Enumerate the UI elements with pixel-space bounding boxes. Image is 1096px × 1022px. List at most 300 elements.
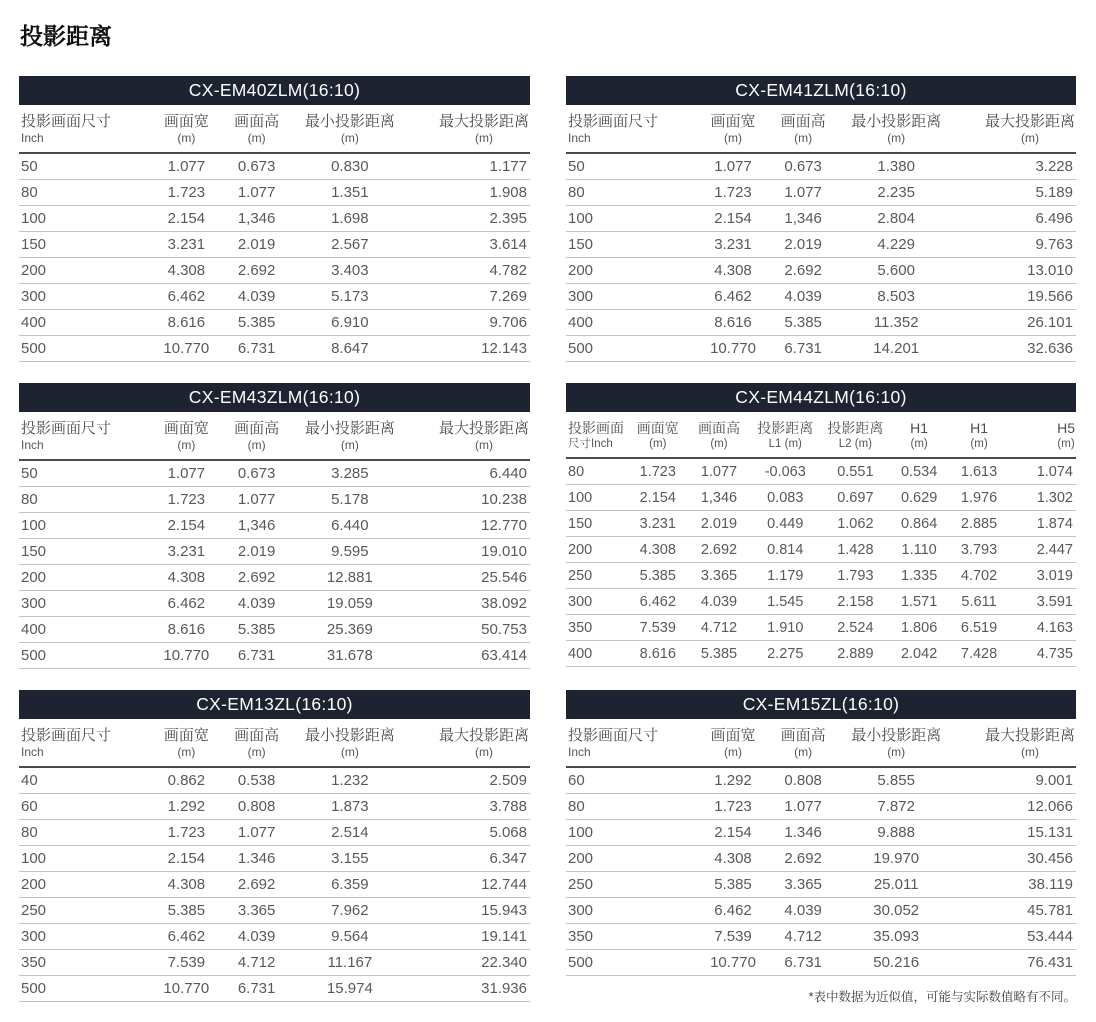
- table-cell: 2.019: [688, 511, 749, 537]
- table-cell: 10.770: [149, 976, 223, 1002]
- table-cell: 6.462: [696, 284, 770, 310]
- table-cell: 1.110: [890, 537, 949, 563]
- table-cell: 300: [566, 898, 696, 924]
- table-cell: 1.179: [750, 563, 821, 589]
- table-cell: 4.712: [688, 615, 749, 641]
- table-cell: 9.888: [836, 820, 956, 846]
- table-cell: 6.731: [223, 643, 289, 669]
- table-cell: 1.077: [688, 458, 749, 485]
- table-row: [19, 513, 530, 539]
- table-cell: 0.083: [750, 485, 821, 511]
- table-cell: 4.735: [1010, 641, 1076, 667]
- table-cell: 53.444: [956, 924, 1076, 950]
- table-cell: 40: [19, 767, 149, 794]
- table-cell: 6.347: [410, 846, 530, 872]
- table-cell: 1.723: [149, 487, 223, 513]
- table-cell: 50.216: [836, 950, 956, 976]
- table-cell: 5.068: [410, 820, 530, 846]
- table-row: [566, 767, 1076, 794]
- table-cell: 2.524: [821, 615, 890, 641]
- table-cell: 0.808: [770, 767, 836, 794]
- page-title: 投影距离: [20, 23, 112, 49]
- column-header: 最大投影距离 (m): [410, 719, 530, 767]
- table-cell: 1.292: [696, 767, 770, 794]
- column-header: 画面宽 (m): [696, 719, 770, 767]
- table-row: [566, 872, 1076, 898]
- table-cell: 0.814: [750, 537, 821, 563]
- table-cell: 2.395: [410, 206, 530, 232]
- table-cell: 80: [566, 794, 696, 820]
- table-cell: 300: [566, 284, 696, 310]
- table-row: [19, 487, 530, 513]
- table-cell: 1.074: [1010, 458, 1076, 485]
- table-title: CX-EM15ZL(16:10): [566, 690, 1076, 719]
- table-cell: 2.692: [223, 565, 289, 591]
- table-cell: 4.229: [836, 232, 956, 258]
- table-title: CX-EM43ZLM(16:10): [19, 383, 530, 412]
- table-row: [19, 180, 530, 206]
- table-cell: 100: [19, 513, 149, 539]
- table-cell: 4.782: [410, 258, 530, 284]
- table-cell: 1.910: [750, 615, 821, 641]
- table-cell: 1.874: [1010, 511, 1076, 537]
- table-cell: 4.712: [770, 924, 836, 950]
- table-cell: 12.770: [410, 513, 530, 539]
- table-cell: 6.731: [223, 976, 289, 1002]
- column-header: 画面高 (m): [688, 412, 749, 458]
- table-row: [566, 563, 1076, 589]
- column-header: 投影距离 L1 (m): [750, 412, 821, 458]
- table-cell: 2.692: [770, 258, 836, 284]
- table-cell: 2.885: [948, 511, 1009, 537]
- column-header: 画面宽 (m): [627, 412, 688, 458]
- table-row: [566, 641, 1076, 667]
- table-cell: 2.154: [696, 820, 770, 846]
- table-cell: 2.514: [290, 820, 410, 846]
- column-header: 最小投影距离 (m): [290, 412, 410, 460]
- table-cell: 25.011: [836, 872, 956, 898]
- table-cell: 9.001: [956, 767, 1076, 794]
- table-cell: 300: [19, 284, 149, 310]
- projection-distance-table: [19, 412, 530, 669]
- table-cell: 400: [566, 641, 627, 667]
- table-cell: 8.647: [290, 336, 410, 362]
- table-cell: 1.292: [149, 794, 223, 820]
- table-cell: 5.855: [836, 767, 956, 794]
- table-cell: 2.042: [890, 641, 949, 667]
- table-cell: 2.692: [688, 537, 749, 563]
- footnote: *表中数据为近似值，可能与实际数值略有不同。: [808, 990, 1076, 1004]
- table-cell: 1.723: [627, 458, 688, 485]
- table-cell: 4.039: [770, 898, 836, 924]
- table-cell: 1.723: [149, 820, 223, 846]
- table-cell: 6.462: [149, 591, 223, 617]
- table-cell: 12.066: [956, 794, 1076, 820]
- table-cell: 1.723: [149, 180, 223, 206]
- projection-distance-table: [566, 105, 1076, 362]
- table-row: [566, 846, 1076, 872]
- table-row: [566, 898, 1076, 924]
- table-cell: 2.692: [770, 846, 836, 872]
- table-cell: 38.119: [956, 872, 1076, 898]
- projection-distance-table: [19, 105, 530, 362]
- table-cell: 1.698: [290, 206, 410, 232]
- table-row: [19, 565, 530, 591]
- table-cell: 2.235: [836, 180, 956, 206]
- table-row: [19, 284, 530, 310]
- table-cell: 2.154: [627, 485, 688, 511]
- table-title: CX-EM44ZLM(16:10): [566, 383, 1076, 412]
- table-cell: 1.613: [948, 458, 1009, 485]
- table-cell: 5.385: [696, 872, 770, 898]
- table-row: [566, 615, 1076, 641]
- table-cell: 300: [566, 589, 627, 615]
- table-cx-em15zl: [566, 690, 1076, 976]
- column-header: 投影画面尺寸 Inch: [19, 105, 149, 153]
- table-row: [19, 310, 530, 336]
- column-header: 画面高 (m): [770, 105, 836, 153]
- table-cell: 80: [566, 180, 696, 206]
- table-row: [566, 310, 1076, 336]
- table-cell: 9.706: [410, 310, 530, 336]
- table-cell: 3.365: [223, 898, 289, 924]
- table-cell: 2.154: [149, 846, 223, 872]
- table-cell: 200: [566, 846, 696, 872]
- table-cell: 0.864: [890, 511, 949, 537]
- table-cell: 350: [566, 615, 627, 641]
- table-cell: 30.052: [836, 898, 956, 924]
- table-row: [19, 924, 530, 950]
- table-cell: 1,346: [223, 206, 289, 232]
- table-cell: 1.077: [696, 153, 770, 180]
- table-cell: 10.770: [696, 336, 770, 362]
- table-cell: 60: [566, 767, 696, 794]
- table-cell: 5.385: [223, 617, 289, 643]
- table-cell: 1.908: [410, 180, 530, 206]
- table-cell: 5.178: [290, 487, 410, 513]
- table-cell: 6.731: [770, 336, 836, 362]
- table-cell: 2.275: [750, 641, 821, 667]
- table-cx-em43zlm: [19, 383, 530, 669]
- table-row: [19, 846, 530, 872]
- table-cell: 4.039: [223, 591, 289, 617]
- table-cell: 1.077: [770, 180, 836, 206]
- table-cell: 26.101: [956, 310, 1076, 336]
- table-row: [19, 976, 530, 1002]
- column-header: 最小投影距离 (m): [836, 105, 956, 153]
- table-cell: 0.538: [223, 767, 289, 794]
- table-cell: 35.093: [836, 924, 956, 950]
- table-cell: 200: [19, 565, 149, 591]
- table-cell: 3.591: [1010, 589, 1076, 615]
- table-cell: 3.365: [688, 563, 749, 589]
- tables-grid: [19, 76, 1076, 1005]
- table-cell: 300: [19, 591, 149, 617]
- table-row: [566, 820, 1076, 846]
- table-cell: 5.385: [770, 310, 836, 336]
- table-cell: 100: [566, 485, 627, 511]
- table-cell: 1.232: [290, 767, 410, 794]
- table-cell: 6.462: [149, 284, 223, 310]
- table-row: [566, 589, 1076, 615]
- table-cell: 45.781: [956, 898, 1076, 924]
- column-header: 最小投影距离 (m): [290, 719, 410, 767]
- table-cell: 4.702: [948, 563, 1009, 589]
- table-cell: 1.346: [223, 846, 289, 872]
- table-cell: 2.509: [410, 767, 530, 794]
- table-cell: 0.534: [890, 458, 949, 485]
- table-row: [566, 511, 1076, 537]
- table-cell: 2.154: [696, 206, 770, 232]
- column-header: H1 (m): [890, 412, 949, 458]
- column-header: 最大投影距离 (m): [410, 412, 530, 460]
- column-header: 最小投影距离 (m): [836, 719, 956, 767]
- header-row: [19, 105, 530, 153]
- table-cell: 1.723: [696, 794, 770, 820]
- column-header: 画面高 (m): [770, 719, 836, 767]
- table-cell: 50.753: [410, 617, 530, 643]
- table-cell: 11.167: [290, 950, 410, 976]
- table-cell: 6.440: [410, 460, 530, 487]
- table-row: [566, 950, 1076, 976]
- table-cell: 200: [19, 258, 149, 284]
- table-cell: 8.616: [696, 310, 770, 336]
- table-row: [19, 460, 530, 487]
- table-row: [19, 872, 530, 898]
- table-cell: 2.019: [223, 232, 289, 258]
- table-cell: 0.551: [821, 458, 890, 485]
- table-cell: 50: [19, 460, 149, 487]
- table-cell: 1.346: [770, 820, 836, 846]
- table-cell: 5.385: [627, 563, 688, 589]
- table-cell: 0.673: [223, 153, 289, 180]
- table-row: [566, 232, 1076, 258]
- table-cell: 12.744: [410, 872, 530, 898]
- table-cell: 10.238: [410, 487, 530, 513]
- table-cell: 250: [566, 563, 627, 589]
- table-cell: 4.308: [149, 258, 223, 284]
- column-header: 画面高 (m): [223, 719, 289, 767]
- table-row: [19, 232, 530, 258]
- column-header: 画面宽 (m): [149, 412, 223, 460]
- table-row: [19, 258, 530, 284]
- table-cell: 5.385: [223, 310, 289, 336]
- table-row: [19, 617, 530, 643]
- table-cell: 2.447: [1010, 537, 1076, 563]
- table-row: [566, 153, 1076, 180]
- table-cell: 30.456: [956, 846, 1076, 872]
- table-cell: 15.131: [956, 820, 1076, 846]
- table-cell: 7.962: [290, 898, 410, 924]
- table-cell: 0.808: [223, 794, 289, 820]
- table-cell: 1,346: [223, 513, 289, 539]
- table-cell: 50: [566, 153, 696, 180]
- table-cell: 1.351: [290, 180, 410, 206]
- table-cell: 4.039: [688, 589, 749, 615]
- table-cell: 10.770: [149, 643, 223, 669]
- table-cell: 3.231: [149, 232, 223, 258]
- table-row: [19, 539, 530, 565]
- table-cell: -0.063: [750, 458, 821, 485]
- table-cell: 0.673: [770, 153, 836, 180]
- table-cell: 5.189: [956, 180, 1076, 206]
- table-cell: 63.414: [410, 643, 530, 669]
- table-cell: 1.335: [890, 563, 949, 589]
- table-cell: 500: [19, 336, 149, 362]
- table-cell: 9.564: [290, 924, 410, 950]
- table-cell: 100: [566, 206, 696, 232]
- table-cell: 15.974: [290, 976, 410, 1002]
- table-cell: 32.636: [956, 336, 1076, 362]
- column-header: 投影距离 L2 (m): [821, 412, 890, 458]
- table-cell: 2.158: [821, 589, 890, 615]
- table-cell: 3.614: [410, 232, 530, 258]
- table-row: [19, 153, 530, 180]
- table-cell: 14.201: [836, 336, 956, 362]
- table-cell: 80: [566, 458, 627, 485]
- table-cell: 150: [19, 539, 149, 565]
- column-header: 投影画面 尺寸Inch: [566, 412, 627, 458]
- table-cell: 0.697: [821, 485, 890, 511]
- table-cell: 9.595: [290, 539, 410, 565]
- table-cell: 7.872: [836, 794, 956, 820]
- table-cell: 1.077: [223, 180, 289, 206]
- table-cell: 4.039: [770, 284, 836, 310]
- table-cell: 6.910: [290, 310, 410, 336]
- table-cell: 200: [19, 872, 149, 898]
- table-title: CX-EM13ZL(16:10): [19, 690, 530, 719]
- table-cell: 0.629: [890, 485, 949, 511]
- table-title: CX-EM41ZLM(16:10): [566, 76, 1076, 105]
- column-header: H5 (m): [1010, 412, 1076, 458]
- column-header: 画面高 (m): [223, 105, 289, 153]
- table-cell: 1.545: [750, 589, 821, 615]
- column-header: 画面宽 (m): [149, 105, 223, 153]
- table-cell: 7.428: [948, 641, 1009, 667]
- table-cell: 4.039: [223, 284, 289, 310]
- table-cell: 5.385: [149, 898, 223, 924]
- table-cell: 2.692: [223, 872, 289, 898]
- table-cell: 60: [19, 794, 149, 820]
- table-cell: 80: [19, 180, 149, 206]
- table-cell: 1.302: [1010, 485, 1076, 511]
- table-cell: 7.269: [410, 284, 530, 310]
- table-row: [566, 485, 1076, 511]
- table-cell: 31.936: [410, 976, 530, 1002]
- table-cell: 4.308: [696, 258, 770, 284]
- table-cell: 1.380: [836, 153, 956, 180]
- projection-distance-table: [566, 719, 1076, 976]
- table-cell: 350: [19, 950, 149, 976]
- table-row: [19, 336, 530, 362]
- table-cell: 6.359: [290, 872, 410, 898]
- table-cell: 31.678: [290, 643, 410, 669]
- table-cell: 8.503: [836, 284, 956, 310]
- table-cell: 100: [566, 820, 696, 846]
- table-cell: 13.010: [956, 258, 1076, 284]
- table-row: [19, 206, 530, 232]
- table-cell: 4.039: [223, 924, 289, 950]
- table-cell: 6.462: [149, 924, 223, 950]
- table-cell: 150: [566, 511, 627, 537]
- table-cell: 300: [19, 924, 149, 950]
- table-cell: 5.173: [290, 284, 410, 310]
- table-cell: 3.793: [948, 537, 1009, 563]
- table-cell: 2.154: [149, 206, 223, 232]
- table-title: CX-EM40ZLM(16:10): [19, 76, 530, 105]
- table-cell: 8.616: [627, 641, 688, 667]
- table-cell: 3.788: [410, 794, 530, 820]
- table-cell: 1.723: [696, 180, 770, 206]
- table-cell: 500: [566, 950, 696, 976]
- table-row: [19, 898, 530, 924]
- table-cell: 6.519: [948, 615, 1009, 641]
- table-cell: 38.092: [410, 591, 530, 617]
- table-cell: 2.567: [290, 232, 410, 258]
- table-cell: 1.077: [223, 487, 289, 513]
- table-row: [19, 767, 530, 794]
- table-row: [19, 794, 530, 820]
- table-row: [566, 180, 1076, 206]
- table-cell: 1.793: [821, 563, 890, 589]
- table-row: [566, 458, 1076, 485]
- table-cell: 25.369: [290, 617, 410, 643]
- table-cell: 4.712: [223, 950, 289, 976]
- table-cell: 200: [566, 258, 696, 284]
- table-row: [19, 820, 530, 846]
- header-row: [566, 719, 1076, 767]
- table-cell: 8.616: [149, 617, 223, 643]
- table-cell: 12.881: [290, 565, 410, 591]
- column-header: 画面宽 (m): [696, 105, 770, 153]
- table-cell: 3.228: [956, 153, 1076, 180]
- table-cell: 4.308: [627, 537, 688, 563]
- table-cell: 76.431: [956, 950, 1076, 976]
- table-cell: 19.566: [956, 284, 1076, 310]
- header-row: [566, 412, 1076, 458]
- table-cell: 500: [19, 976, 149, 1002]
- table-cell: 10.770: [149, 336, 223, 362]
- table-cell: 15.943: [410, 898, 530, 924]
- column-header: 投影画面尺寸 Inch: [19, 412, 149, 460]
- table-row: [566, 258, 1076, 284]
- table-cell: 5.600: [836, 258, 956, 284]
- table-cell: 3.365: [770, 872, 836, 898]
- table-cell: 0.862: [149, 767, 223, 794]
- table-cell: 1.077: [223, 820, 289, 846]
- table-cell: 1.806: [890, 615, 949, 641]
- table-cell: 250: [566, 872, 696, 898]
- column-header: 投影画面尺寸 Inch: [19, 719, 149, 767]
- table-row: [566, 794, 1076, 820]
- table-cell: 4.308: [149, 565, 223, 591]
- projection-distance-table: [566, 412, 1076, 667]
- table-cell: 6.462: [696, 898, 770, 924]
- table-cell: 2.154: [149, 513, 223, 539]
- table-row: [19, 591, 530, 617]
- table-cx-em13zl: [19, 690, 530, 1002]
- table-cell: 0.830: [290, 153, 410, 180]
- table-cell: 4.308: [696, 846, 770, 872]
- table-cell: 1.976: [948, 485, 1009, 511]
- table-cell: 150: [566, 232, 696, 258]
- table-cell: 80: [19, 487, 149, 513]
- table-cell: 500: [566, 336, 696, 362]
- table-cell: 6.440: [290, 513, 410, 539]
- table-cell: 3.231: [696, 232, 770, 258]
- table-cell: 7.539: [627, 615, 688, 641]
- table-cell: 4.308: [149, 872, 223, 898]
